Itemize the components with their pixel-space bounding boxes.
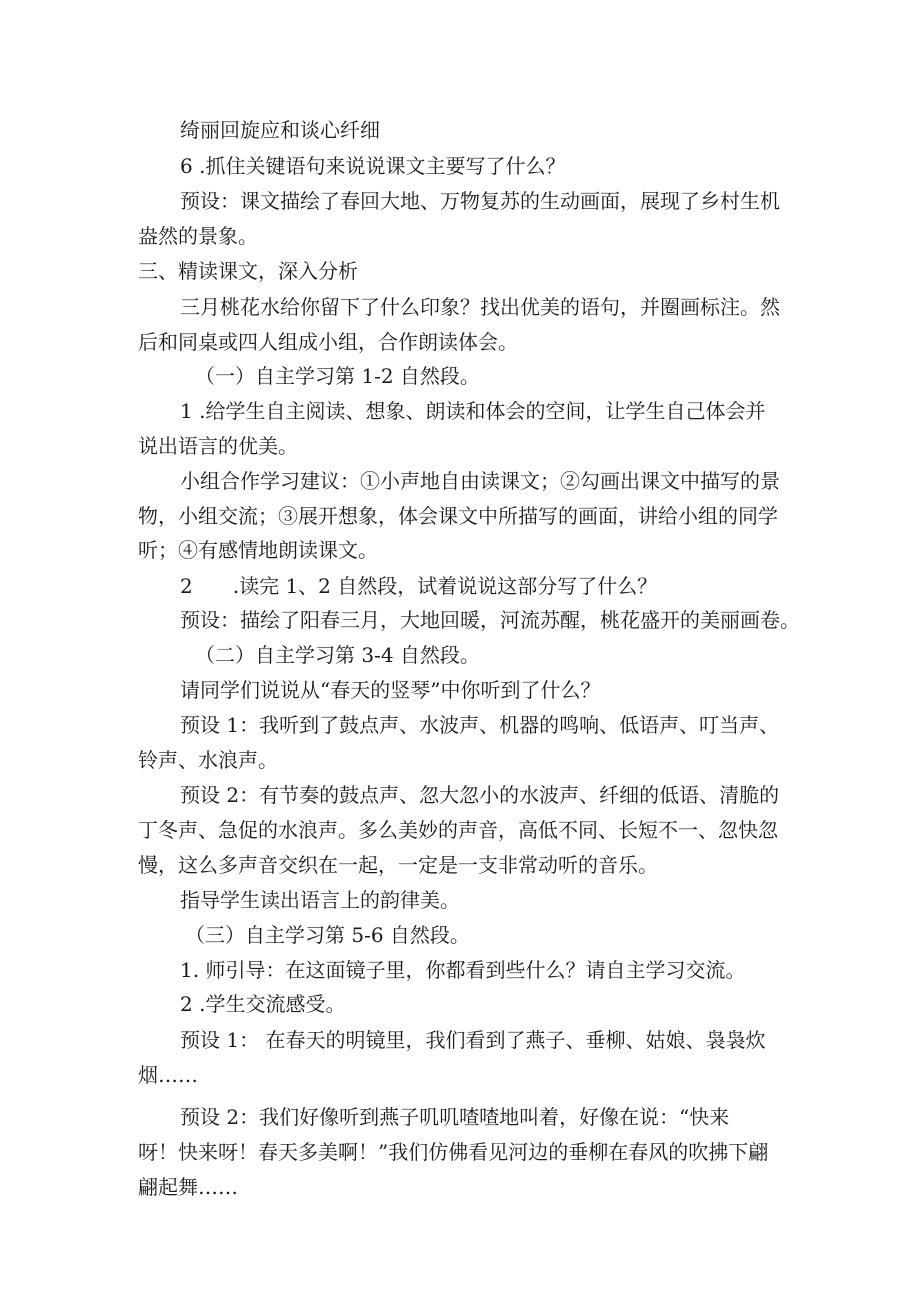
paragraph-line: 6 .抓住关键语句来说说课文主要写了什么？	[180, 154, 566, 178]
paragraph-line: 说出语言的优美。	[138, 434, 298, 458]
paragraph-line: 2 .读完 1、2 自然段，试着说说这部分写了什么？	[180, 574, 658, 598]
subsection-heading: （三）自主学习第 5-6 自然段。	[185, 923, 470, 947]
paragraph-line: 物，小组交流；③展开想象，体会课文中所描写的画面，讲给小组的同学	[138, 504, 778, 528]
paragraph-line: 请同学们说说从“春天的竖琴”中你听到了什么？	[180, 678, 601, 702]
paragraph-line: 预设：描绘了阳春三月，大地回暖，河流苏醒，桃花盛开的美丽画卷。	[180, 608, 800, 632]
paragraph-line: 1 .给学生自主阅读、想象、朗读和体会的空间，让学生自己体会并	[180, 399, 766, 423]
paragraph-line: 烟……	[138, 1063, 198, 1087]
paragraph-line: 预设 1：我听到了鼓点声、水波声、机器的鸣响、低语声、叮当声、	[180, 713, 780, 737]
subsection-heading: （一）自主学习第 1-2 自然段。	[195, 364, 480, 388]
paragraph-line: 听；④有感情地朗读课文。	[138, 538, 378, 562]
paragraph-line: 后和同桌或四人组成小组，合作朗读体会。	[138, 330, 518, 354]
paragraph-line: 2 .学生交流感受。	[180, 992, 346, 1016]
paragraph-line: 盎然的景象。	[138, 224, 258, 248]
paragraph-line: 1. 师引导：在这面镜子里，你都看到些什么？请自主学习交流。	[180, 958, 746, 982]
paragraph-line: 指导学生读出语言上的韵律美。	[180, 888, 460, 912]
paragraph-line: 慢，这么多声音交织在一起，一定是一支非常动听的音乐。	[138, 853, 658, 877]
paragraph-line: 预设 2：有节奏的鼓点声、忽大忽小的水波声、纤细的低语、清脆的	[180, 783, 780, 807]
paragraph-line: 预设 2：我们好像听到燕子叽叽喳喳地叫着，好像在说：“快来	[180, 1105, 730, 1129]
paragraph-line: 铃声、水浪声。	[138, 748, 278, 772]
paragraph-line: 预设 1： 在春天的明镜里，我们看到了燕子、垂柳、姑娘、袅袅炊	[180, 1028, 766, 1052]
paragraph-line: 丁冬声、急促的水浪声。多么美妙的声音，高低不同、长短不一、忽快忽	[138, 818, 778, 842]
paragraph-line: 预设：课文描绘了春回大地、万物复苏的生动画面，展现了乡村生机	[180, 189, 780, 213]
paragraph-line: 三月桃花水给你留下了什么印象？找出优美的语句，并圈画标注。然	[180, 295, 780, 319]
paragraph-line: 翩起舞……	[138, 1175, 238, 1199]
paragraph-line: 呀！快来呀！春天多美啊！”我们仿佛看见河边的垂柳在春风的吹拂下翩	[138, 1140, 769, 1164]
paragraph-line: 小组合作学习建议：①小声地自由读课文；②勾画出课文中描写的景	[180, 469, 780, 493]
subsection-heading: （二）自主学习第 3-4 自然段。	[195, 643, 480, 667]
paragraph-line: 绮丽回旋应和谈心纤细	[180, 118, 380, 142]
section-heading: 三、精读课文，深入分析	[138, 259, 358, 283]
